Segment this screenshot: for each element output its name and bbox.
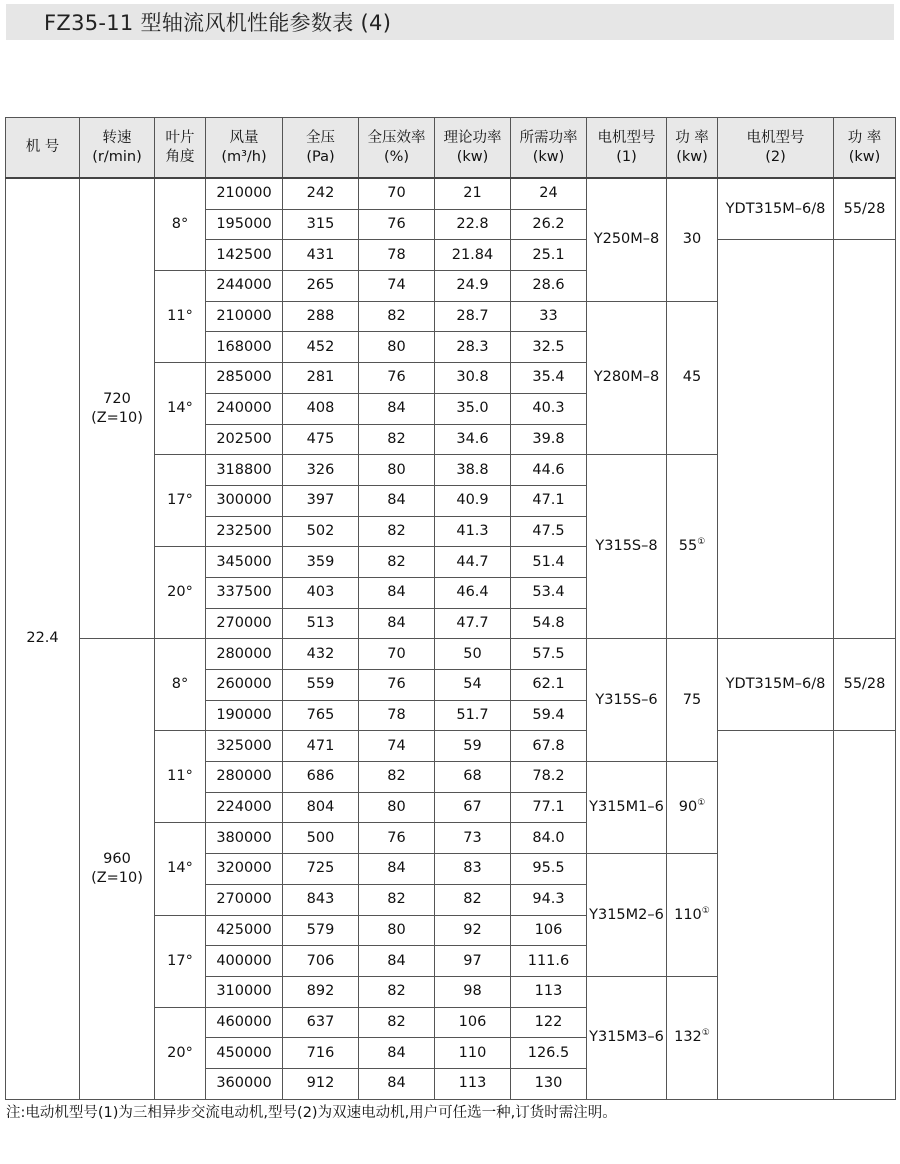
efficiency-cell: 82 (359, 884, 435, 915)
required-power-cell: 77.1 (511, 792, 587, 823)
efficiency-cell: 76 (359, 209, 435, 240)
theory-power-cell: 73 (435, 823, 511, 854)
airflow-cell: 190000 (206, 700, 283, 731)
theory-power-cell: 67 (435, 792, 511, 823)
pressure-cell: 288 (283, 301, 359, 332)
pressure-cell: 502 (283, 516, 359, 547)
pressure-cell: 315 (283, 209, 359, 240)
theory-power-cell: 54 (435, 670, 511, 701)
speed-cell (80, 178, 155, 639)
motor-1-power-cell (667, 762, 718, 854)
speed-cell (80, 639, 155, 1099)
blade-angle-cell: 20° (155, 1007, 206, 1099)
theory-power-cell: 110 (435, 1038, 511, 1069)
efficiency-cell: 82 (359, 762, 435, 793)
motor-1-model-cell: Y280M–8 (587, 301, 667, 454)
theory-power-cell: 59 (435, 731, 511, 762)
efficiency-cell: 84 (359, 577, 435, 608)
efficiency-cell: 76 (359, 670, 435, 701)
airflow-cell: 244000 (206, 271, 283, 302)
efficiency-cell: 74 (359, 271, 435, 302)
pressure-cell: 475 (283, 424, 359, 455)
theory-power-cell: 46.4 (435, 577, 511, 608)
theory-power-cell: 51.7 (435, 700, 511, 731)
blade-angle-cell: 20° (155, 547, 206, 639)
page-title: FZ35-11 型轴流风机性能参数表 (4) (44, 11, 392, 35)
pressure-cell: 725 (283, 854, 359, 885)
required-power-cell: 51.4 (511, 547, 587, 578)
motor-1-power-cell (667, 854, 718, 977)
required-power-cell: 62.1 (511, 670, 587, 701)
motor-2-model-cell: YDT315M–6/8 (718, 178, 834, 240)
machine-no-cell: 22.4 (6, 178, 80, 1099)
required-power-cell: 25.1 (511, 240, 587, 271)
airflow-cell: 345000 (206, 547, 283, 578)
pressure-cell: 559 (283, 670, 359, 701)
airflow-cell: 280000 (206, 639, 283, 670)
efficiency-cell: 84 (359, 1068, 435, 1099)
speed-z-value: (Z=10) (91, 409, 143, 426)
pressure-cell: 686 (283, 762, 359, 793)
airflow-cell: 380000 (206, 823, 283, 854)
efficiency-cell: 78 (359, 240, 435, 271)
efficiency-cell: 84 (359, 946, 435, 977)
required-power-cell: 126.5 (511, 1038, 587, 1069)
pressure-cell: 843 (283, 884, 359, 915)
airflow-cell: 450000 (206, 1038, 283, 1069)
airflow-cell: 320000 (206, 854, 283, 885)
airflow-cell: 260000 (206, 670, 283, 701)
airflow-cell: 168000 (206, 332, 283, 363)
motor-1-power-value: 90 (678, 799, 698, 816)
header-efficiency: 全压效率 (%) (359, 118, 435, 179)
speed-z-value: (Z=10) (91, 869, 143, 886)
pressure-cell: 706 (283, 946, 359, 977)
blade-angle-cell: 8° (155, 639, 206, 731)
blade-angle-cell: 8° (155, 178, 206, 271)
required-power-cell: 35.4 (511, 363, 587, 394)
required-power-cell: 39.8 (511, 424, 587, 455)
pressure-cell: 359 (283, 547, 359, 578)
airflow-cell: 285000 (206, 363, 283, 394)
blade-angle-cell: 14° (155, 363, 206, 455)
motor-2-power-cell: 55/28 (834, 178, 896, 240)
airflow-cell: 360000 (206, 1068, 283, 1099)
footnote-mark: ① (701, 1028, 710, 1039)
theory-power-cell: 97 (435, 946, 511, 977)
theory-power-cell: 21 (435, 178, 511, 209)
airflow-cell: 232500 (206, 516, 283, 547)
motor-2-power-cell (834, 240, 896, 639)
motor-1-model-cell: Y315M3–6 (587, 976, 667, 1099)
required-power-cell: 59.4 (511, 700, 587, 731)
motor-1-model-cell: Y250M–8 (587, 178, 667, 301)
table-row (6, 178, 896, 209)
header-power-1: 功 率 (kw) (667, 118, 718, 179)
required-power-cell: 95.5 (511, 854, 587, 885)
blade-angle-cell: 11° (155, 271, 206, 363)
airflow-cell: 325000 (206, 731, 283, 762)
airflow-cell: 460000 (206, 1007, 283, 1038)
pressure-cell: 281 (283, 363, 359, 394)
motor-2-model-cell (718, 240, 834, 639)
motor-2-power-cell: 55/28 (834, 639, 896, 731)
airflow-cell: 224000 (206, 792, 283, 823)
airflow-cell: 280000 (206, 762, 283, 793)
pressure-cell: 471 (283, 731, 359, 762)
theory-power-cell: 106 (435, 1007, 511, 1038)
airflow-cell: 400000 (206, 946, 283, 977)
pressure-cell: 500 (283, 823, 359, 854)
header-machine-no: 机 号 (6, 118, 80, 179)
required-power-cell: 33 (511, 301, 587, 332)
motor-1-power-cell (667, 976, 718, 1099)
header-pressure: 全压 (Pa) (283, 118, 359, 179)
motor-1-power-cell (667, 178, 718, 301)
required-power-cell: 67.8 (511, 731, 587, 762)
motor-1-model-cell: Y315S–8 (587, 455, 667, 639)
motor-2-power-cell (834, 731, 896, 1099)
required-power-cell: 57.5 (511, 639, 587, 670)
blade-angle-cell: 11° (155, 731, 206, 823)
footnote-mark: ① (697, 798, 706, 809)
theory-power-cell: 92 (435, 915, 511, 946)
airflow-cell: 240000 (206, 393, 283, 424)
pressure-cell: 265 (283, 271, 359, 302)
pressure-cell: 431 (283, 240, 359, 271)
theory-power-cell: 30.8 (435, 363, 511, 394)
motor-1-power-value: 55 (678, 538, 698, 555)
efficiency-cell: 82 (359, 301, 435, 332)
pressure-cell: 892 (283, 976, 359, 1007)
efficiency-cell: 84 (359, 485, 435, 516)
efficiency-cell: 76 (359, 363, 435, 394)
required-power-cell: 113 (511, 976, 587, 1007)
header-motor-2: 电机型号 (2) (718, 118, 834, 179)
header-motor-1: 电机型号 (1) (587, 118, 667, 179)
efficiency-cell: 80 (359, 792, 435, 823)
header-speed: 转速 (r/min) (80, 118, 155, 179)
header-airflow: 风量 (m³/h) (206, 118, 283, 179)
footnote-mark: ① (697, 537, 706, 548)
page-title-bar (6, 4, 894, 40)
theory-power-cell: 113 (435, 1068, 511, 1099)
efficiency-cell: 84 (359, 393, 435, 424)
table-row (6, 639, 896, 670)
blade-angle-cell: 14° (155, 823, 206, 915)
airflow-cell: 210000 (206, 301, 283, 332)
efficiency-cell: 82 (359, 516, 435, 547)
pressure-cell: 397 (283, 485, 359, 516)
required-power-cell: 47.1 (511, 485, 587, 516)
motor-1-power-cell (667, 455, 718, 639)
required-power-cell: 122 (511, 1007, 587, 1038)
required-power-cell: 26.2 (511, 209, 587, 240)
required-power-cell: 53.4 (511, 577, 587, 608)
required-power-cell: 32.5 (511, 332, 587, 363)
theory-power-cell: 44.7 (435, 547, 511, 578)
required-power-cell: 47.5 (511, 516, 587, 547)
efficiency-cell: 70 (359, 178, 435, 209)
efficiency-cell: 84 (359, 1038, 435, 1069)
efficiency-cell: 82 (359, 976, 435, 1007)
theory-power-cell: 83 (435, 854, 511, 885)
blade-angle-cell: 17° (155, 455, 206, 547)
required-power-cell: 84.0 (511, 823, 587, 854)
efficiency-cell: 82 (359, 1007, 435, 1038)
footnote: 注:电动机型号(1)为三相异步交流电动机,型号(2)为双速电动机,用户可任选一种,订货时需注明。 (6, 1105, 617, 1121)
theory-power-cell: 34.6 (435, 424, 511, 455)
pressure-cell: 408 (283, 393, 359, 424)
required-power-cell: 130 (511, 1068, 587, 1099)
theory-power-cell: 40.9 (435, 485, 511, 516)
required-power-cell: 40.3 (511, 393, 587, 424)
motor-1-power-cell (667, 301, 718, 454)
efficiency-cell: 82 (359, 424, 435, 455)
pressure-cell: 403 (283, 577, 359, 608)
airflow-cell: 318800 (206, 455, 283, 486)
airflow-cell: 337500 (206, 577, 283, 608)
airflow-cell: 310000 (206, 976, 283, 1007)
speed-value: 960 (103, 850, 131, 867)
efficiency-cell: 70 (359, 639, 435, 670)
airflow-cell: 202500 (206, 424, 283, 455)
pressure-cell: 765 (283, 700, 359, 731)
header-row (6, 118, 896, 179)
motor-1-model-cell: Y315S–6 (587, 639, 667, 762)
theory-power-cell: 38.8 (435, 455, 511, 486)
airflow-cell: 270000 (206, 884, 283, 915)
pressure-cell: 242 (283, 178, 359, 209)
theory-power-cell: 35.0 (435, 393, 511, 424)
efficiency-cell: 84 (359, 608, 435, 639)
table-body (6, 178, 896, 1099)
theory-power-cell: 68 (435, 762, 511, 793)
airflow-cell: 270000 (206, 608, 283, 639)
pressure-cell: 804 (283, 792, 359, 823)
efficiency-cell: 76 (359, 823, 435, 854)
header-required-power: 所需功率 (kw) (511, 118, 587, 179)
performance-table (5, 117, 896, 1100)
motor-1-power-value: 45 (682, 369, 702, 386)
required-power-cell: 24 (511, 178, 587, 209)
motor-1-power-value: 75 (682, 691, 702, 708)
motor-2-model-cell (718, 731, 834, 1099)
pressure-cell: 912 (283, 1068, 359, 1099)
footnote-mark: ① (701, 905, 710, 916)
efficiency-cell: 80 (359, 915, 435, 946)
pressure-cell: 452 (283, 332, 359, 363)
airflow-cell: 210000 (206, 178, 283, 209)
airflow-cell: 425000 (206, 915, 283, 946)
theory-power-cell: 24.9 (435, 271, 511, 302)
pressure-cell: 579 (283, 915, 359, 946)
required-power-cell: 106 (511, 915, 587, 946)
pressure-cell: 637 (283, 1007, 359, 1038)
motor-1-power-value: 110 (674, 906, 702, 923)
pressure-cell: 432 (283, 639, 359, 670)
theory-power-cell: 82 (435, 884, 511, 915)
motor-1-power-value: 132 (674, 1029, 702, 1046)
motor-1-power-cell (667, 639, 718, 762)
speed-value: 720 (103, 390, 131, 407)
airflow-cell: 142500 (206, 240, 283, 271)
theory-power-cell: 28.3 (435, 332, 511, 363)
efficiency-cell: 74 (359, 731, 435, 762)
pressure-cell: 716 (283, 1038, 359, 1069)
airflow-cell: 300000 (206, 485, 283, 516)
required-power-cell: 78.2 (511, 762, 587, 793)
theory-power-cell: 98 (435, 976, 511, 1007)
theory-power-cell: 22.8 (435, 209, 511, 240)
theory-power-cell: 47.7 (435, 608, 511, 639)
motor-1-model-cell: Y315M2–6 (587, 854, 667, 977)
required-power-cell: 28.6 (511, 271, 587, 302)
header-theory-power: 理论功率 (kw) (435, 118, 511, 179)
theory-power-cell: 28.7 (435, 301, 511, 332)
theory-power-cell: 41.3 (435, 516, 511, 547)
motor-2-model-cell: YDT315M–6/8 (718, 639, 834, 731)
blade-angle-cell: 17° (155, 915, 206, 1007)
pressure-cell: 513 (283, 608, 359, 639)
required-power-cell: 111.6 (511, 946, 587, 977)
efficiency-cell: 78 (359, 700, 435, 731)
required-power-cell: 94.3 (511, 884, 587, 915)
required-power-cell: 44.6 (511, 455, 587, 486)
efficiency-cell: 80 (359, 332, 435, 363)
efficiency-cell: 82 (359, 547, 435, 578)
airflow-cell: 195000 (206, 209, 283, 240)
efficiency-cell: 80 (359, 455, 435, 486)
efficiency-cell: 84 (359, 854, 435, 885)
motor-1-model-cell: Y315M1–6 (587, 762, 667, 854)
motor-1-power-value: 30 (682, 231, 702, 248)
header-blade-angle: 叶片 角度 (155, 118, 206, 179)
header-power-2: 功 率 (kw) (834, 118, 896, 179)
theory-power-cell: 21.84 (435, 240, 511, 271)
required-power-cell: 54.8 (511, 608, 587, 639)
theory-power-cell: 50 (435, 639, 511, 670)
pressure-cell: 326 (283, 455, 359, 486)
